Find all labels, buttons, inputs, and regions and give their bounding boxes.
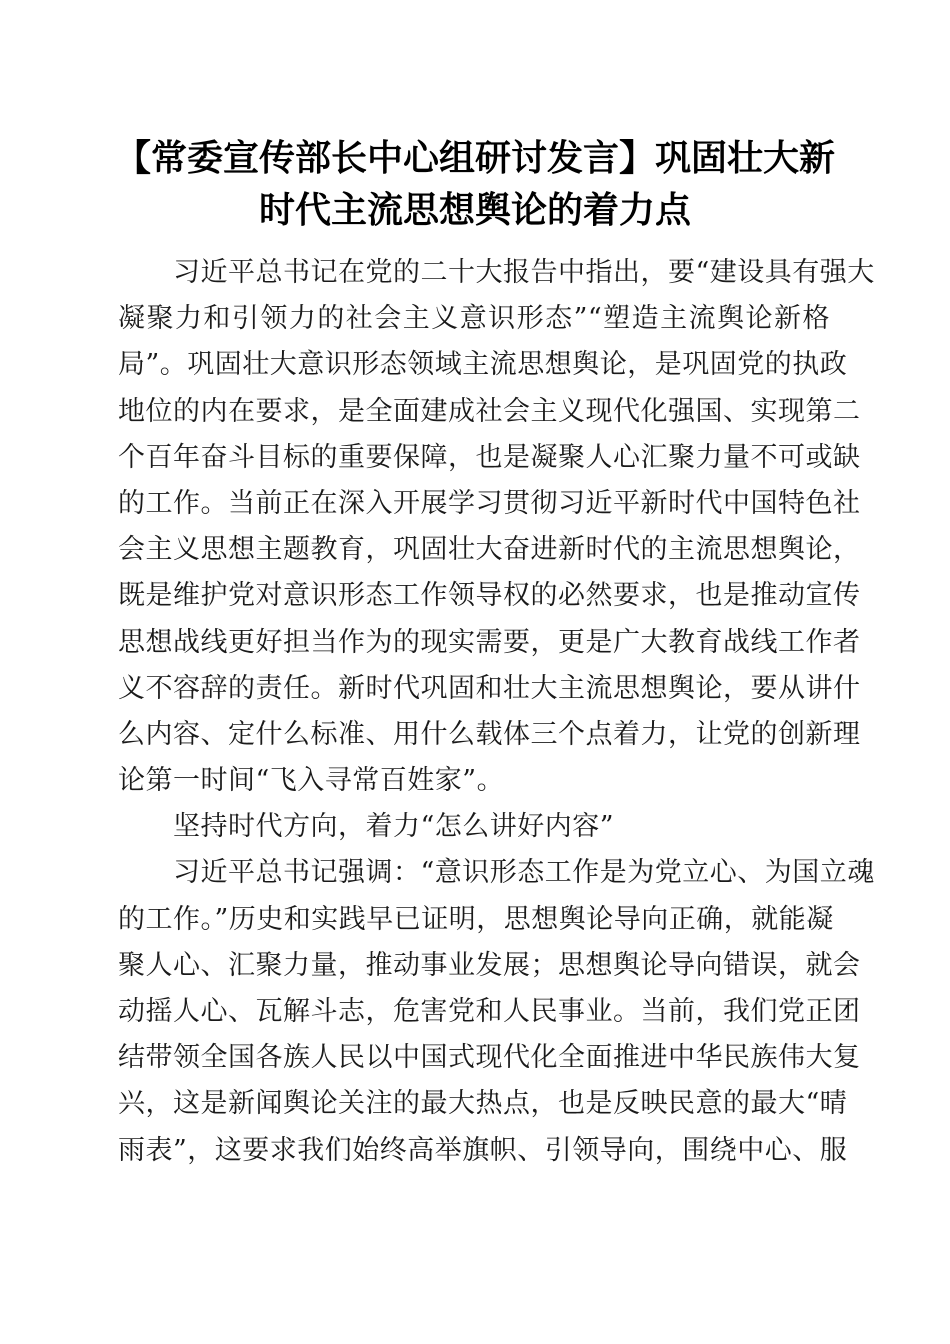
text-line: 会主义思想主题教育，巩固壮大奋进新时代的主流思想舆论，	[118, 534, 861, 566]
text-line: 个百年奋斗目标的重要保障，也是凝聚人心汇聚力量不可或缺	[118, 441, 861, 473]
text-line: 习近平总书记强调：“意识形态工作是为党立心、为国立魂	[118, 857, 875, 889]
text-line: 雨表”，这要求我们始终高举旗帜、引领导向，围绕中心、服	[118, 1134, 848, 1166]
text-line: 习近平总书记在党的二十大报告中指出，要“建设具有强大	[118, 257, 875, 288]
document-body	[118, 250, 875, 1174]
text-line: 的工作。”历史和实践早已证明，思想舆论导向正确，就能凝	[118, 903, 834, 935]
text-line: 既是维护党对意识形态工作领导权的必然要求，也是推动宣传	[118, 580, 861, 612]
text-line: 论第一时间“飞入寻常百姓家”。	[118, 765, 505, 797]
text-line: 的工作。当前正在深入开展学习贯彻习近平新时代中国特色社	[118, 487, 861, 519]
text-line: 坚持时代方向，着力“怎么讲好内容”	[118, 811, 615, 843]
text-line: 动摇人心、瓦解斗志，危害党和人民事业。当前，我们党正团	[118, 996, 861, 1027]
text-line: 思想战线更好担当作为的现实需要，更是广大教育战线工作者	[118, 626, 861, 658]
text-line: 兴，这是新闻舆论关注的最大热点，也是反映民意的最大“晴	[118, 1088, 848, 1120]
text-line: 义不容辞的责任。新时代巩固和壮大主流思想舆论，要从讲什	[118, 672, 861, 704]
title-line: 时代主流思想舆论的着力点	[258, 189, 691, 231]
text-line: 地位的内在要求，是全面建成社会主义现代化强国、实现第二	[118, 395, 861, 427]
text-line: 局”。巩固壮大意识形态领域主流思想舆论，是巩固党的执政	[118, 349, 848, 381]
paragraph	[118, 804, 830, 850]
text-line: 结带领全国各族人民以中国式现代化全面推进中华民族伟大复	[118, 1042, 861, 1074]
text-line: 聚人心、汇聚力量，推动事业发展；思想舆论导向错误，就会	[118, 949, 861, 981]
document-title	[100, 132, 850, 236]
text-line: 么内容、定什么标准、用什么载体三个点着力，让党的创新理	[118, 718, 861, 750]
title-line: 【常委宣传部长中心组研讨发言】巩固壮大新	[114, 137, 835, 179]
paragraph	[118, 250, 875, 804]
paragraph	[118, 850, 875, 1173]
text-line: 凝聚力和引领力的社会主义意识形态”“塑造主流舆论新格	[118, 303, 830, 335]
